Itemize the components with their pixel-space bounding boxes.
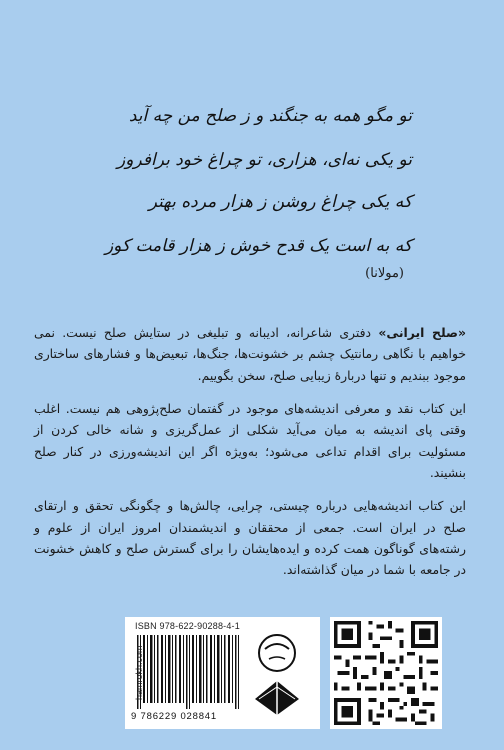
book-title: «صلح ایرانی» — [378, 325, 466, 340]
poem-line-1: تو مگو همه به جنگند و ز صلح من چه آید — [128, 106, 412, 126]
publisher-website: hamrokh.com — [134, 645, 144, 701]
poem-line-2: تو یکی نه‌ای، هزاری، تو چراغ خود برافروز — [117, 150, 412, 170]
back-cover-text — [34, 322, 466, 593]
poem-line-4: که به است یک قدح خوش ز هزار قامت کوز — [104, 236, 412, 256]
barcode-icon — [133, 635, 243, 709]
isbn-barcode-box — [125, 617, 320, 729]
publisher-logo-icon — [249, 627, 315, 717]
isbn-number: ISBN 978-622-90288-4-1 — [135, 621, 240, 631]
qr-code-icon — [330, 617, 442, 729]
paragraph-2: این کتاب نقد و معرفی اندیشه‌های موجود در گفتمان صلح‌پژوهی هم نیست. اغلب وقتی پای اندیشه به میان می‌آید شکلی از عمل‌گریزی و شانه خالی کردن از مسئولیت برای اقدام تداعی می‌شود؛ به‌ویژه اگر این اندیشه‌ورزی در کنار صلح بنشیند. — [34, 400, 466, 480]
poem-line-3: که یکی چراغ روشن ز هزار مرده بهتر — [148, 192, 412, 212]
paragraph-1-text: دفتری شاعرانه، ادیبانه و تبلیغی در ستایش صلح نیست. نمی خواهیم با نگاهی رمانتیک چشم بر خشونت‌ها، جنگ‌ها، تبعیض‌ها و فشارهای ساختاری موجود ببندیم و تنها دربارهٔ زیبایی صلح، سخن بگوییم. — [34, 325, 466, 383]
paragraph-3: این کتاب اندیشه‌هایی درباره چیستی، چرایی، چالش‌ها و چگونگی تحقق و ارتقای صلح در ایران است. جمعی از محققان و اندیشمندان امروز ایران از علوم و رشته‌های گوناگون همت کرده و ایده‌هایشان را برای گسترش صلح و کاهش خشونت در جامعه با شما در میان گذاشته‌اند. — [34, 498, 466, 578]
paragraph-1 — [34, 322, 466, 386]
poem-block — [0, 88, 504, 288]
poet-attribution: (مولانا) — [365, 266, 404, 281]
barcode-digits: 9 786229 028841 — [131, 711, 217, 722]
